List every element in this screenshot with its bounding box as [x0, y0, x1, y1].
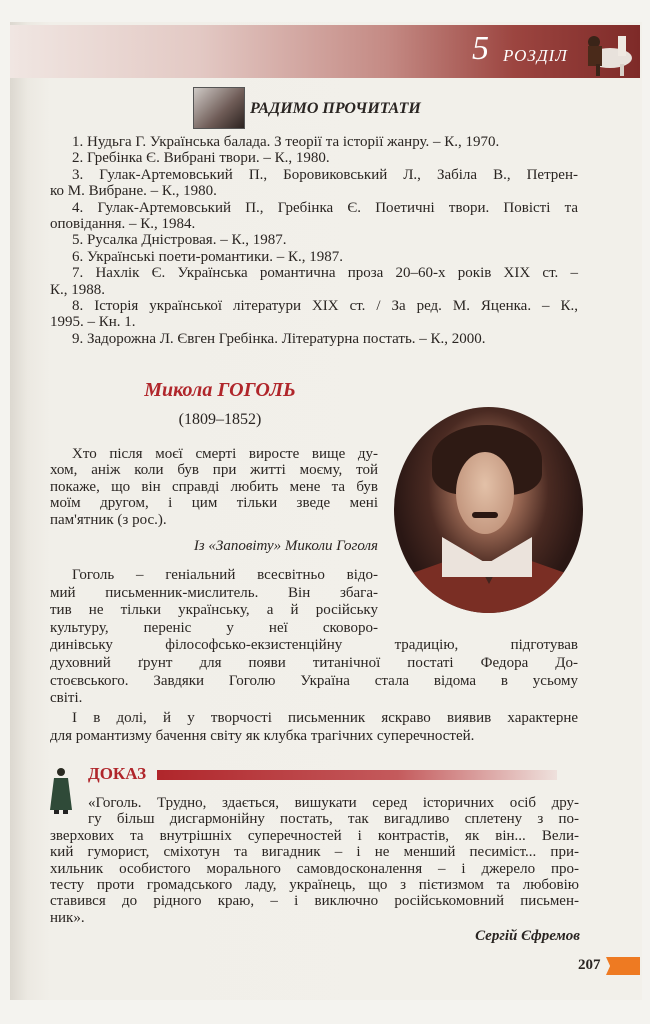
author-name-heading: Микола ГОГОЛЬ	[144, 379, 296, 401]
cossack-horse-icon	[560, 28, 638, 76]
page-flag-marker	[606, 957, 640, 975]
quote-line: ник».	[50, 909, 85, 926]
text-line: для романтизму бачення світу як клубка трагічних суперечностей.	[50, 727, 475, 744]
evidence-bar	[157, 770, 557, 780]
quote-line: зверхових та внутрішніх суперечностей і контрастів, як він... Вели-	[50, 827, 579, 844]
text-line: мий письменник-мислитель. Він збага-	[50, 584, 378, 601]
evidence-label: ДОКАЗ	[88, 764, 147, 783]
text-line: І в долі, й у творчості письменник яскраво виявив характерне	[72, 709, 578, 726]
evidence-quote	[50, 795, 579, 926]
reading-item: 9. Задорожна Л. Євген Гребінка. Літературна постать. – К., 2000.	[72, 330, 486, 347]
reading-item: 1. Нудьга Г. Українська балада. З теорії та історії жанру. – К., 1970.	[72, 134, 500, 150]
reading-person-icon	[193, 87, 245, 129]
author-dates: (1809–1852)	[178, 411, 262, 428]
reading-item: 4. Гулак-Артемовський П., Гребінка Є. Поетичні твори. Повісті та	[72, 199, 578, 216]
chapter-label: РОЗДІЛ	[503, 46, 568, 65]
quote-line: кий гуморист, сміхотун та вигадник – і не менший песиміст... при-	[50, 844, 579, 861]
text-line: стоєвського. Завдяки Гоголю Україна стала відома в усьому	[50, 672, 578, 689]
epigraph	[50, 446, 378, 528]
text-line: духовний ґрунт для появи титанічної постаті Федора До-	[50, 654, 578, 671]
quote-line: тесту проти громадського ладу, українець, що з пієтизмом та любовію	[50, 876, 579, 893]
reading-list	[50, 134, 578, 347]
biography-paragraph	[50, 567, 578, 746]
epigraph-line: моїм другом, і цим тільки зведе мені	[50, 495, 378, 512]
reading-item: 2. Гребінка Є. Вибрані твори. – К., 1980.	[72, 150, 330, 167]
chapter-number: 5	[472, 30, 489, 67]
recommended-reading-title: РАДИМО ПРОЧИТАТИ	[250, 100, 421, 117]
reading-item: 6. Українські поети-романтики. – К., 1987.	[72, 248, 344, 265]
reading-item: К., 1988.	[50, 281, 106, 298]
text-line: культуру, переніс у неї сковоро-	[50, 619, 378, 636]
text-line: світі.	[50, 690, 83, 707]
quote-line: ставився до рідного краю, – і виключно російськомовний письмен-	[50, 893, 579, 910]
epigraph-line: покаже, що він справді любить мене та був	[50, 478, 378, 495]
reading-item: ко М. Вибране. – К., 1980.	[50, 183, 217, 200]
text-line: тив не тільки українську, а й російську	[50, 602, 378, 619]
reading-item: оповідання. – К., 1984.	[50, 215, 196, 232]
page-number: 207	[578, 957, 601, 973]
epigraph-line: Хто після моєї смерті виросте вище ду-	[72, 446, 378, 462]
reading-item: 8. Історія української літератури XIX ст. / За ред. М. Яценка. – К.,	[72, 297, 578, 314]
quote-line: гу більш дисгармонійну постать, так вигадливо сплетену з по-	[88, 811, 579, 828]
epigraph-line: пам'ятник (з рос.).	[50, 511, 167, 528]
reading-item: 7. Нахлік Є. Українська романтична проза 20–60-х років XIX ст. –	[72, 265, 578, 282]
reading-item: 3. Гулак-Артемовський П., Боровиковський Л., Забіла В., Петрен-	[72, 166, 578, 183]
quote-line: хильник особистого морального самовдосконалення – і джерело про-	[50, 860, 579, 877]
reading-item: 5. Русалка Дністровая. – К., 1987.	[72, 232, 287, 249]
epigraph-source: Із «Заповіту» Миколи Гоголя	[193, 538, 378, 554]
quote-line: «Гоголь. Трудно, здається, вишукати серед історичних осіб дру-	[88, 795, 579, 811]
quote-author: Сергій Єфремов	[475, 928, 580, 944]
text-line: динівську філософсько-екзистенційну традицію, підготував	[50, 637, 578, 654]
epigraph-line: хом, аніж коли був при житті моєму, той	[50, 462, 378, 479]
reading-item: 1995. – Кн. 1.	[50, 314, 136, 331]
text-line: Гоголь – геніальний всесвітньо відо-	[72, 567, 378, 583]
